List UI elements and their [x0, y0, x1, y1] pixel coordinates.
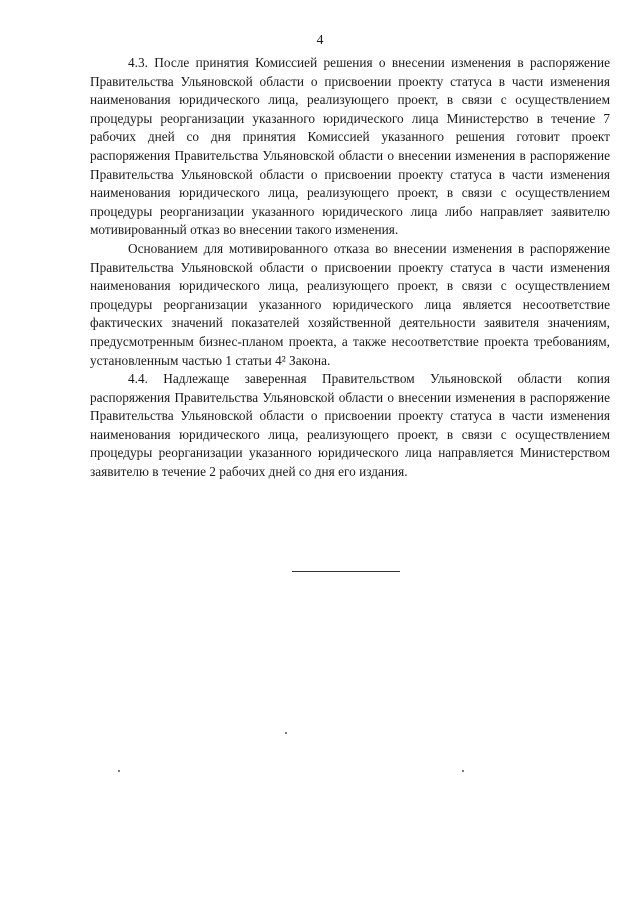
scan-speck [462, 770, 464, 772]
end-separator-line [292, 571, 400, 572]
scan-speck [118, 770, 120, 772]
page-number: 4 [316, 33, 324, 48]
paragraph-4-4: 4.4. Надлежаще заверенная Правительством Ульяновской области копия распоряжения Правительства Ульяновской области о внесении изменения в распоряжение Правительства Ульяновской области о присвоении проекту статуса в части изменения наименования юридического лица, реализующего проект, в связи с осуществлением процедуры реорганизации указанного юридического лица направляется Министерством заявителю в течение 2 рабочих дней со дня его издания. [90, 371, 610, 480]
paragraph-4-3: 4.3. После принятия Комиссией решения о внесении изменения в распоряжение Правительства Ульяновской области о присвоении проекту статуса в части изменения наименования юридического лица, реализующего проект, в связи с осуществлением процедуры реорганизации указанного юридического лица Министерство в течение 7 рабочих дней со дня принятия Комиссией указанного решения готовит проект распоряжения Правительства Ульяновской области о внесении изменения в распоряжение Правительства Ульяновской области о присвоении проекту статуса в части изменения наименования юридического лица, реализующего проект, в связи с осуществлением процедуры реорганизации указанного юридического лица либо направляет заявителю мотивированный отказ во внесении такого изменения. [90, 55, 610, 238]
paragraph-refusal-grounds: Основанием для мотивированного отказа во внесении изменения в распоряжение Правительства Ульяновской области о присвоении проекту статуса в части изменения наименования юридического лица, реализующего проект, в связи с осуществлением процедуры реорганизации указанного юридического лица является несоответствие фактических значений показателей хозяйственной деятельности заявителя значениям, предусмотренным бизнес-планом проекта, а также несоответствие проекта требованиям, установленным частью 1 статьи 4² Закона. [90, 240, 610, 368]
document-body [90, 54, 610, 482]
scan-speck [285, 732, 287, 734]
